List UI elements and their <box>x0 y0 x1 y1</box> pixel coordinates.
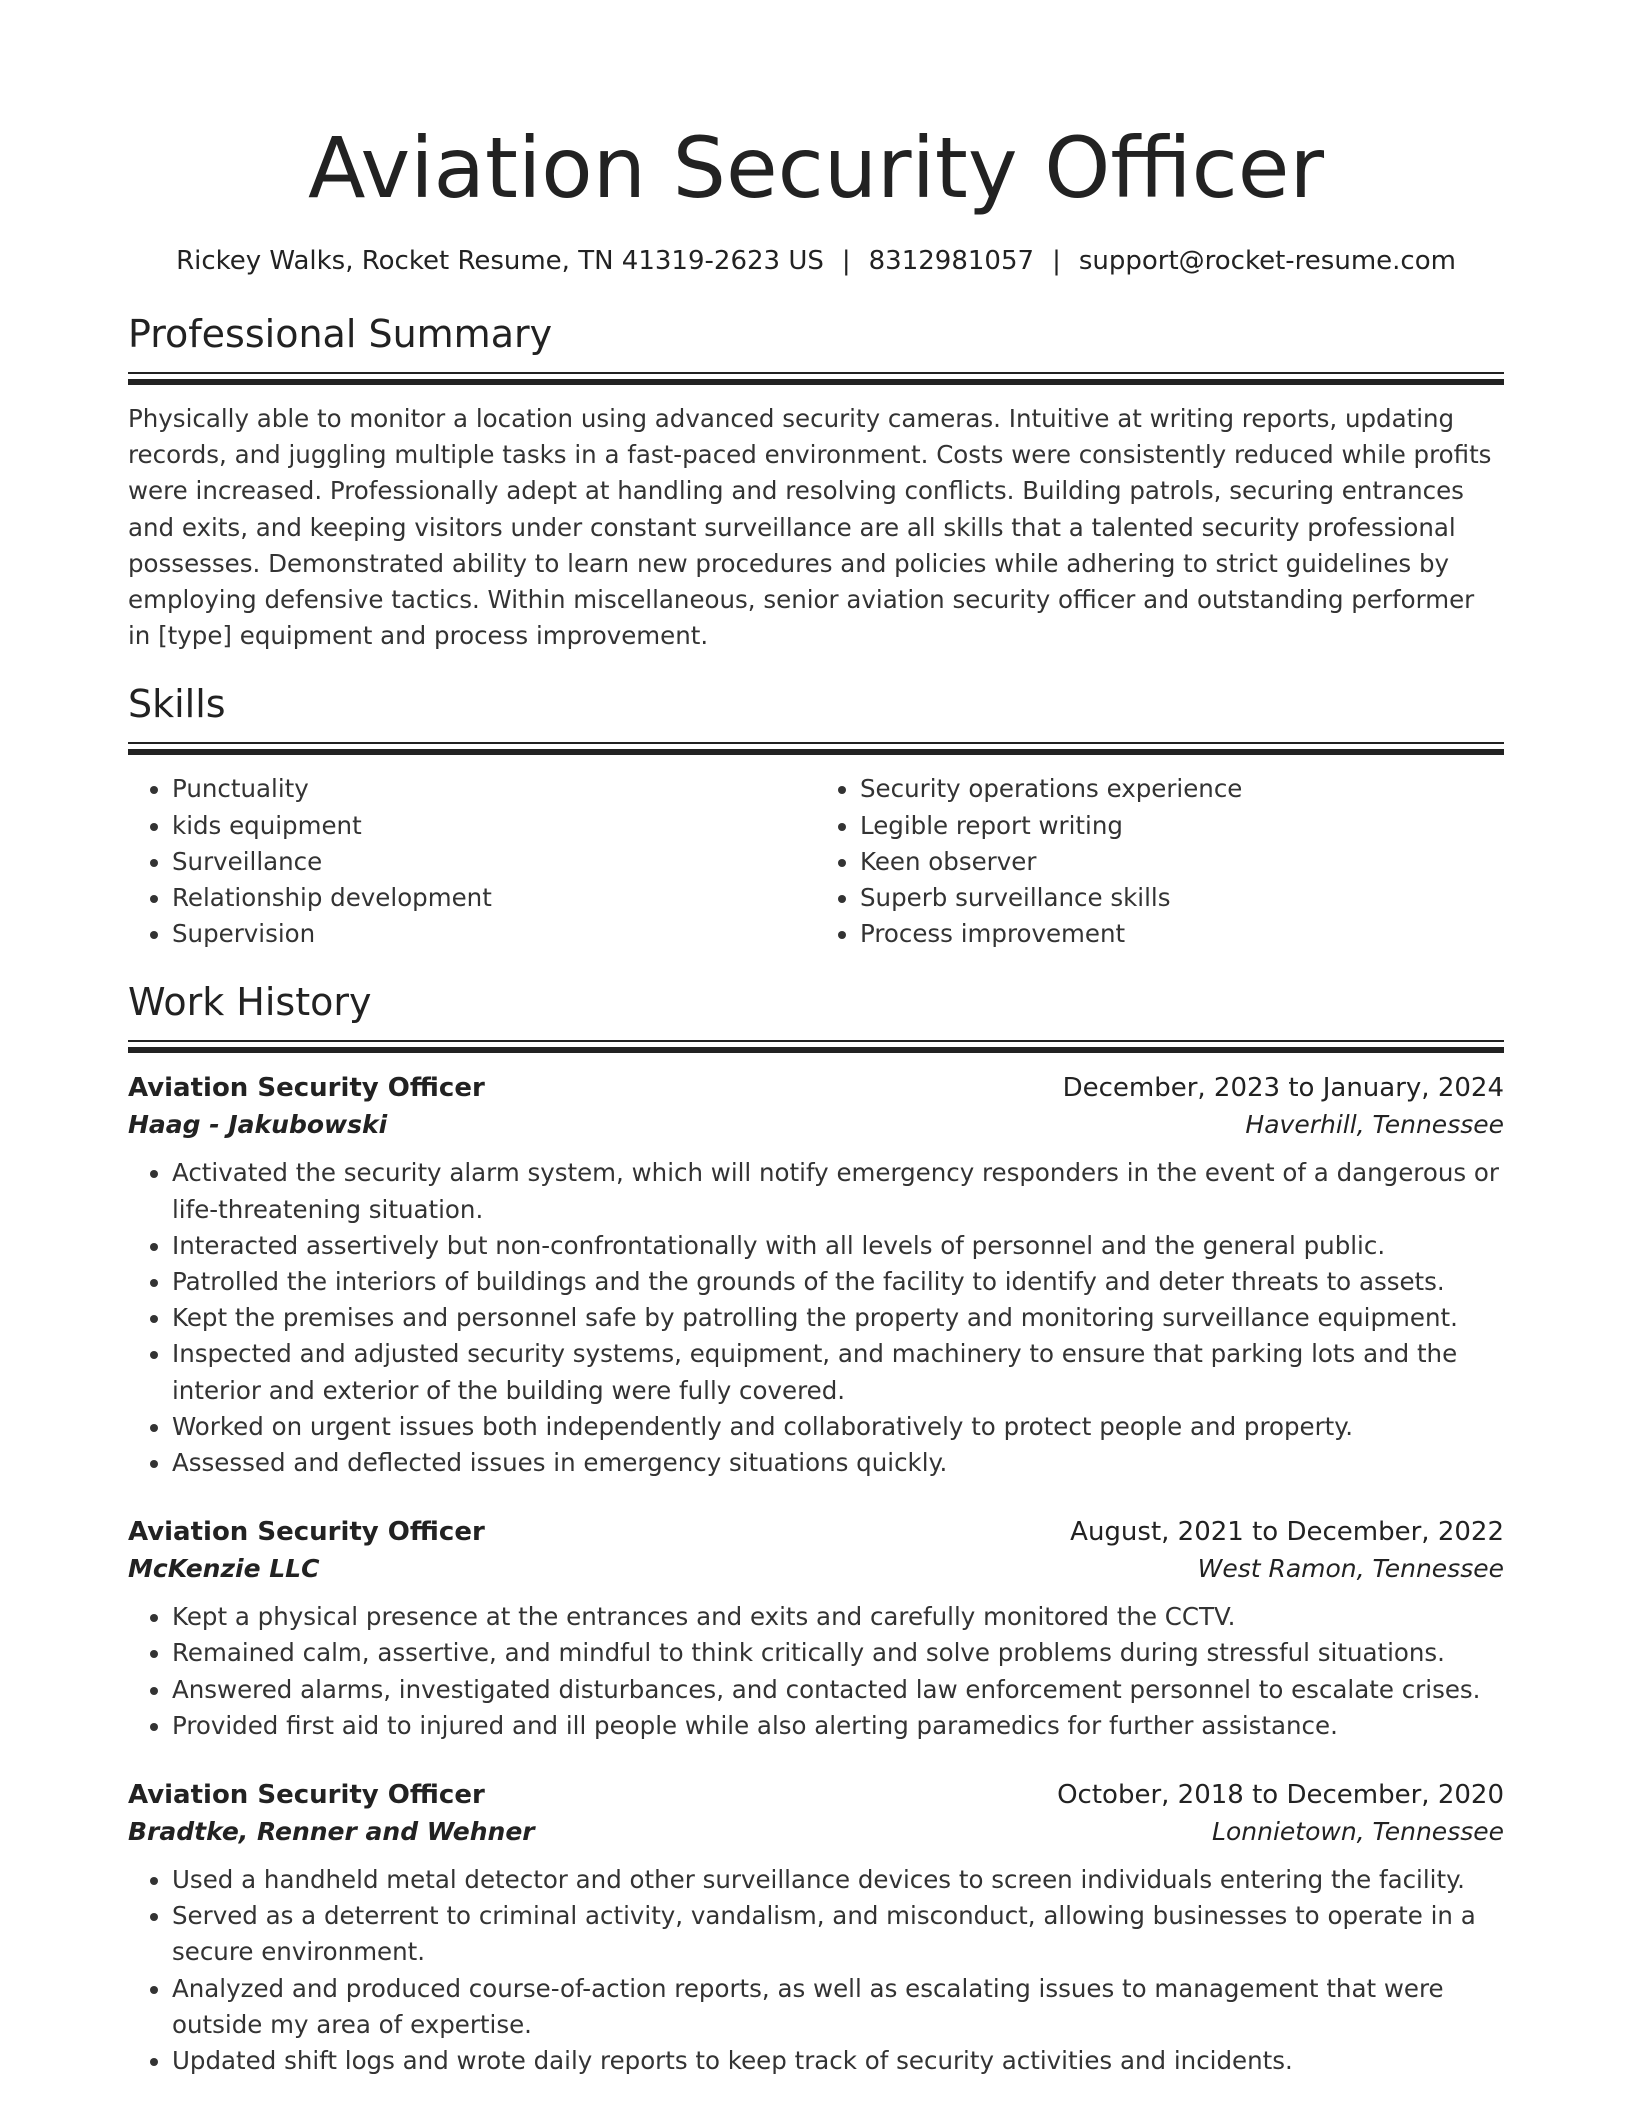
skills-left-list <box>128 771 816 952</box>
section-divider-thick <box>128 749 1504 755</box>
job-entry <box>128 1513 1504 1744</box>
job-bullet: • Inspected and adjusted security systems, equipment, and machinery to ensure that parking lots and the interior and exterior of the building were fully covered. <box>172 1336 1504 1408</box>
job-header-row <box>128 1776 1504 1814</box>
job-header-row <box>128 1069 1504 1107</box>
job-dates: December, 2023 to January, 2024 <box>1062 1073 1504 1104</box>
job-bullet: • Updated shift logs and wrote daily reports to keep track of security activities and incidents. <box>172 2043 1504 2079</box>
skills-section <box>128 680 1504 952</box>
job-bullet: • Activated the security alarm system, which will notify emergency responders in the event of a dangerous or life-threatening situation. <box>172 1155 1504 1227</box>
contact-separator: | <box>1052 246 1061 276</box>
job-bullet: • Answered alarms, investigated disturbances, and contacted law enforcement personnel to escalate crises. <box>172 1672 1504 1708</box>
resume-title: Aviation Security Officer <box>307 119 1325 217</box>
skill-item: • Supervision <box>172 916 816 952</box>
job-location: Lonnietown, Tennessee <box>1212 1817 1504 1847</box>
job-bullet: • Interacted assertively but non-confrontationally with all levels of personnel and the general public. <box>172 1228 1504 1264</box>
skill-item: • Superb surveillance skills <box>860 880 1504 916</box>
job-company: Haag - Jakubowski <box>128 1110 388 1140</box>
job-company: Bradtke, Renner and Wehner <box>128 1817 535 1847</box>
job-bullet: • Kept the premises and personnel safe by patrolling the property and monitoring surveillance equipment. <box>172 1300 1504 1336</box>
job-location: Haverhill, Tennessee <box>1245 1110 1504 1140</box>
work-history-section <box>128 978 1504 2079</box>
skill-item: • Punctuality <box>172 771 816 807</box>
skill-item: • kids equipment <box>172 808 816 844</box>
section-divider <box>128 372 1504 374</box>
job-title: Aviation Security Officer <box>128 1073 485 1104</box>
job-entry <box>128 1069 1504 1481</box>
skill-item: • Legible report writing <box>860 808 1504 844</box>
job-bullet: • Worked on urgent issues both independently and collaboratively to protect people and property. <box>172 1409 1504 1445</box>
job-title: Aviation Security Officer <box>128 1517 485 1548</box>
section-divider <box>128 1040 1504 1042</box>
job-entry <box>128 1776 1504 2079</box>
skill-item: • Security operations experience <box>860 771 1504 807</box>
job-company-row <box>128 1814 1504 1850</box>
section-divider-thick <box>128 379 1504 385</box>
work-history-heading: Work History <box>128 980 372 1025</box>
job-bullets <box>128 1155 1504 1481</box>
skill-item: • Relationship development <box>172 880 816 916</box>
summary-section <box>128 310 1504 654</box>
job-header-row <box>128 1513 1504 1551</box>
job-bullets <box>128 1599 1504 1744</box>
summary-text: Physically able to monitor a location using advanced security cameras. Intuitive at writing reports, updating records, and juggling multiple tasks in a fast-paced environment. Costs were consistently reduced while profits were increased. Professionally adept at handling and resolving conflicts. Building patrols, securing entrances and exits, and keeping visitors under constant surveillance are all skills that a talented security professional possesses. Demonstrated ability to learn new procedures and policies while adhering to strict guidelines by employing defensive tactics. Within miscellaneous, senior aviation security officer and outstanding performer in [type] equipment and process improvement. <box>128 404 1492 651</box>
job-bullet: • Used a handheld metal detector and other surveillance devices to screen individuals entering the facility. <box>172 1862 1504 1898</box>
contact-address: Rickey Walks, Rocket Resume, TN 41319-2623 US <box>176 246 824 276</box>
job-bullet: • Analyzed and produced course-of-action reports, as well as escalating issues to management that were outside my area of expertise. <box>172 1971 1504 2043</box>
job-location: West Ramon, Tennessee <box>1197 1554 1504 1584</box>
job-dates: August, 2021 to December, 2022 <box>1070 1517 1504 1548</box>
section-divider <box>128 742 1504 744</box>
job-company: McKenzie LLC <box>128 1554 320 1584</box>
skill-item: • Process improvement <box>860 916 1504 952</box>
skill-item: • Keen observer <box>860 844 1504 880</box>
job-dates: October, 2018 to December, 2020 <box>1057 1780 1504 1811</box>
contact-phone: 8312981057 <box>868 246 1035 276</box>
skills-heading: Skills <box>128 682 226 727</box>
contact-separator: | <box>841 246 851 276</box>
skill-item: • Surveillance <box>172 844 816 880</box>
contact-line <box>128 244 1504 278</box>
job-company-row <box>128 1551 1504 1587</box>
job-bullet: • Provided first aid to injured and ill people while also alerting paramedics for further assistance. <box>172 1708 1504 1744</box>
summary-heading: Professional Summary <box>128 312 553 356</box>
job-bullets <box>128 1862 1504 2079</box>
section-divider-thick <box>128 1047 1504 1053</box>
job-bullet: • Remained calm, assertive, and mindful to think critically and solve problems during stressful situations. <box>172 1635 1504 1671</box>
job-title: Aviation Security Officer <box>128 1780 485 1811</box>
contact-email: support@rocket-resume.com <box>1078 246 1456 276</box>
job-bullet: • Served as a deterrent to criminal activity, vandalism, and misconduct, allowing businesses to operate in a secure environment. <box>172 1898 1504 1970</box>
job-bullet: • Kept a physical presence at the entrances and exits and carefully monitored the CCTV. <box>172 1599 1504 1635</box>
job-company-row <box>128 1107 1504 1143</box>
job-bullet: • Assessed and deflected issues in emergency situations quickly. <box>172 1445 1504 1481</box>
skills-columns <box>128 771 1504 952</box>
job-bullet: • Patrolled the interiors of buildings and the grounds of the facility to identify and deter threats to assets. <box>172 1264 1504 1300</box>
skills-right-list <box>816 771 1504 952</box>
